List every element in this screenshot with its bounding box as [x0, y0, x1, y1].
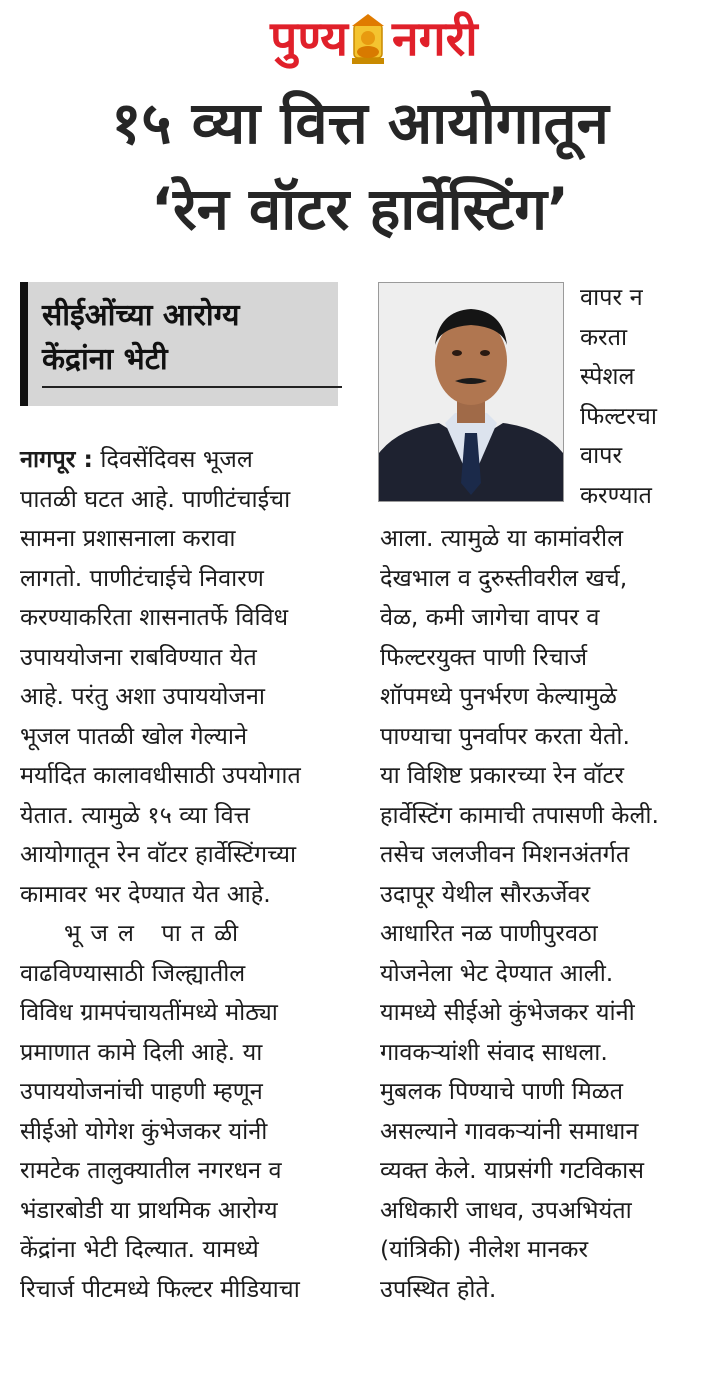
text-line: उदापूर येथील सौरऊर्जेवर — [380, 879, 591, 908]
masthead — [0, 8, 720, 70]
text-line: प्रमाणात कामे दिली आहे. या — [20, 1037, 263, 1066]
text-line: वेळ, कमी जागेचा वापर व — [380, 603, 600, 631]
headline-line-2: ‘रेन वॉटर हार्वेस्टिंग’ — [150, 175, 570, 243]
dateline: नागपूर : — [20, 445, 93, 473]
text-line: या विशिष्ट प्रकारच्या रेन वॉटर — [380, 761, 624, 789]
text-line: भूजल पातळी — [64, 919, 249, 947]
subheading-bar — [20, 282, 28, 406]
text-line: सीईओ योगेश कुंभेजकर यांनी — [20, 1116, 268, 1145]
article-column-right — [380, 519, 706, 1309]
text-line: गावकऱ्यांशी संवाद साधला. — [380, 1037, 608, 1066]
text-line: पातळी घटत आहे. पाणीटंचाईचा — [20, 484, 291, 513]
text-line: येतात. त्यामुळे १५ व्या वित्त — [20, 800, 250, 829]
text-line: उपाययोजनांची पाहणी म्हणून — [20, 1077, 263, 1105]
text-line: आधारित नळ पाणीपुरवठा — [380, 919, 598, 947]
text-line: आला. त्यामुळे या कामांवरील — [380, 524, 624, 552]
text-line: वापर न — [580, 283, 643, 311]
text-line: देखभाल व दुरुस्तीवरील खर्च, — [380, 563, 628, 592]
deity-logo-icon — [348, 14, 388, 66]
subheading-line-2: केंद्रांना भेटी — [42, 342, 168, 377]
text-line: तसेच जलजीवन मिशनअंतर्गत — [380, 840, 630, 868]
text-line: भूजल पातळी खोल गेल्याने — [20, 721, 248, 750]
subheading-box — [20, 282, 338, 406]
text-line-span: दिवसेंदिवस भूजल — [100, 445, 253, 473]
text-line: करण्याकरिता शासनातर्फे विविध — [20, 603, 289, 631]
text-line: करण्यात — [580, 480, 652, 509]
text-line: फिल्टरचा — [580, 401, 657, 430]
text-line: यामध्ये सीईओ कुंभेजकर यांनी — [380, 998, 635, 1026]
masthead-left: पुण्य — [270, 11, 348, 67]
text-line: आयोगातून रेन वॉटर हार्वेस्टिंगच्या — [20, 840, 297, 868]
text-line: स्पेशल — [580, 362, 635, 390]
text-line: आहे. परंतु अशा उपाययोजना — [20, 682, 265, 710]
text-line: करता — [580, 322, 628, 351]
text-line: हार्वेस्टिंग कामाची तपासणी केली. — [380, 800, 659, 829]
side-text-block — [580, 278, 704, 515]
text-line: रिचार्ज पीटमध्ये फिल्टर मीडियाचा — [20, 1274, 300, 1303]
text-line: वापर — [580, 441, 623, 469]
text-line: भंडारबोडी या प्राथमिक आरोग्य — [20, 1195, 278, 1224]
text-line: उपस्थित होते. — [380, 1274, 497, 1303]
subheading-rule — [42, 386, 342, 388]
text-line: योजनेला भेट देण्यात आली. — [380, 958, 614, 987]
text-line: व्यक्त केले. याप्रसंगी गटविकास — [380, 1156, 645, 1184]
text-line: रामटेक तालुक्यातील नगरधन व — [20, 1156, 282, 1184]
subheading — [42, 294, 332, 382]
portrait-photo — [378, 282, 564, 502]
text-line: (यांत्रिकी) नीलेश मानकर — [380, 1235, 589, 1263]
text-line: मर्यादित कालावधीसाठी उपयोगात — [20, 761, 301, 789]
text-line: शॉपमध्ये पुनर्भरण केल्यामुळे — [380, 682, 617, 710]
text-line: कामावर भर देण्यात येत आहे. — [20, 879, 271, 908]
text-line: विविध ग्रामपंचायतींमध्ये मोठ्या — [20, 998, 278, 1026]
text-line: सामना प्रशासनाला करावा — [20, 524, 236, 552]
text-line: पाण्याचा पुनर्वापर करता येतो. — [380, 721, 630, 750]
text-line — [20, 440, 342, 480]
article-column-left — [20, 440, 342, 1309]
headline-line-1: १५ व्या वित्त आयोगातून — [111, 89, 609, 157]
text-line: असल्याने गावकऱ्यांनी समाधान — [380, 1116, 639, 1145]
text-line: वाढविण्यासाठी जिल्ह्यातील — [20, 958, 246, 987]
text-line: केंद्रांना भेटी दिल्यात. यामध्ये — [20, 1235, 259, 1263]
text-line: अधिकारी जाधव, उपअभियंता — [380, 1195, 632, 1224]
subheading-line-1: सीईओंच्या आरोग्य — [42, 298, 240, 333]
text-line: फिल्टरयुक्त पाणी रिचार्ज — [380, 642, 588, 671]
masthead-right: नगरी — [392, 11, 478, 67]
text-line: उपाययोजना राबविण्यात येत — [20, 642, 257, 671]
text-line: मुबलक पिण्याचे पाणी मिळत — [380, 1077, 624, 1105]
text-line: लागतो. पाणीटंचाईचे निवारण — [20, 563, 264, 592]
